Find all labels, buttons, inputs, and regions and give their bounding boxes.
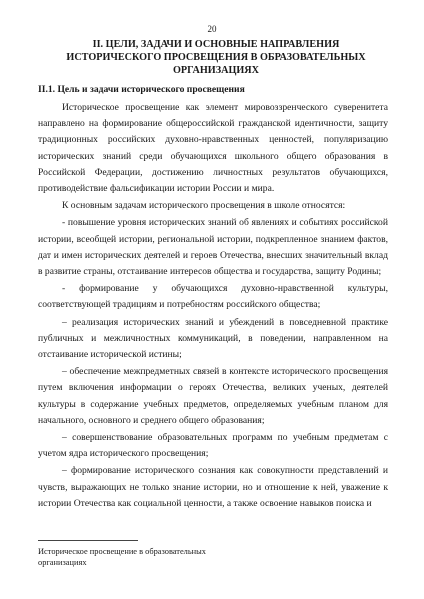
subsection-title: II.1. Цель и задачи исторического просвещения xyxy=(38,84,245,95)
footer-line: Историческое просвещение в образовательных xyxy=(38,547,206,556)
footer-line: организациях xyxy=(38,558,87,567)
footer-divider xyxy=(38,540,138,541)
page-footer xyxy=(38,546,238,568)
list-item-task: – обеспечение межпредметных связей в контексте исторического просвещения путем включения информации о героях Отечества, великих ученых, деятелей культуры в содержание учебных предметов, определяемых учебным планом для начального, основного и среднего общего образования; xyxy=(38,366,388,426)
section-heading: II. ЦЕЛИ, ЗАДАЧИ И ОСНОВНЫЕ НАПРАВЛЕНИЯ ИСТОРИЧЕСКОГО ПРОСВЕЩЕНИЯ В ОБРАЗОВАТЕЛЬНЫХ ОРГАНИЗАЦИЯХ xyxy=(66,39,366,76)
body-text xyxy=(38,100,388,513)
paragraph-tasks-lead: К основным задачам исторического просвещения в школе относятся: xyxy=(62,200,346,212)
list-item-task: – формирование исторического сознания как совокупности представлений и чувств, выражающих не только знание истории, но и отношение к ней, уважение к истории Отечества как социальной ценности, а также освоение навыков поиска и xyxy=(38,465,388,509)
list-item-task: - формирование у обучающихся духовно-нравственной культуры, соответствующей традициям и потребностям российского общества; xyxy=(38,283,388,311)
list-item-task: – реализация исторических знаний и убеждений в повседневной практике публичных и межличностных коммуникаций, в поведении, направленном на отстаивание исторической истины; xyxy=(38,316,388,361)
list-item-task: - повышение уровня исторических знаний об явлениях и событиях российской истории, всеобщей истории, региональной истории, подкрепленное знанием фактов, дат и имен исторических деятелей и героев Отечества, внесших значительный вклад в развитие страны, отстаивание интересов общества и государства, защиту Родины; xyxy=(38,217,388,278)
list-item-task: – совершенствование образовательных программ по учебным предметам с учетом ядра исторического просвещения; xyxy=(38,432,388,460)
paragraph-intro: Историческое просвещение как элемент мировоззренческого суверенитета направлено на формирование общероссийской гражданской идентичности, защиту традиционных российских духовно-нравственных ценностей, популяризацию исторических знаний среди обучающихся школьного общего образования в Российской Федерации, достижению личностных результатов обучающихся, противодействие фальсификации истории России и мира. xyxy=(38,102,388,195)
page-number: 20 xyxy=(207,24,217,34)
